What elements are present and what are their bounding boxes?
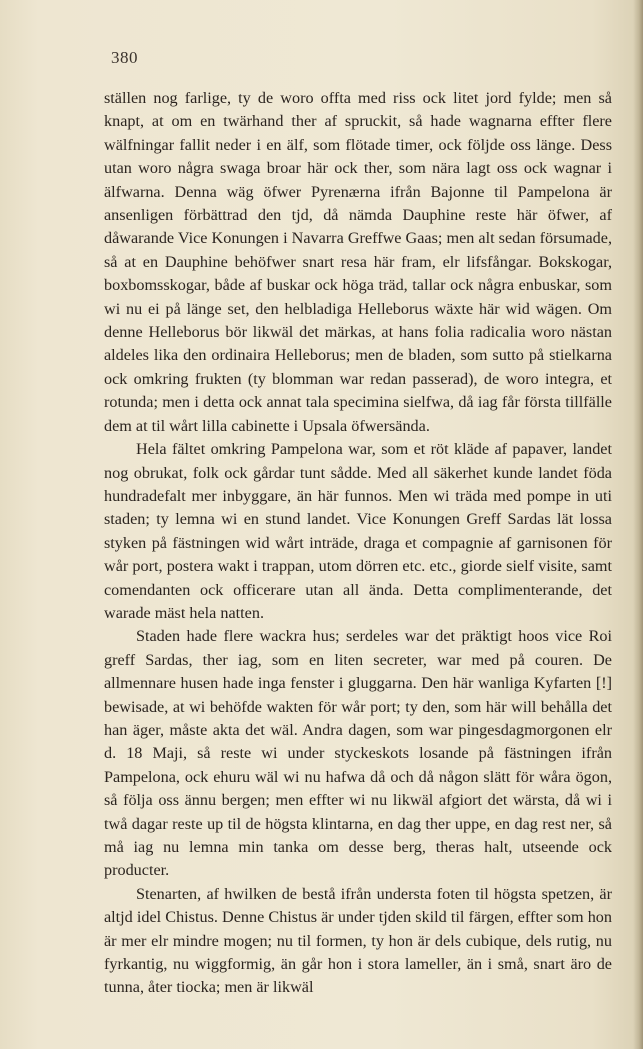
paragraph: Staden hade flere wackra hus; serdeles war det präktigt hoos vice Roi greff Sardas, ther iag, som en liten secreter, war med på couren. De allmennare husen hade inga fenster i gluggarna. Den här wanliga Kyfarten [!] bewisade, at wi behöfde wakten för wår port; ty den, som här will behålla det han äger, måste akta det wäl. Andra dagen, som war pingesdagmorgonen elr d. 18 Maji, så reste wi under styckeskots losande på fästningen ifrån Pampelona, ock ehuru wäl wi nu hafwa då och då någon slätt för wåra ögon, så följa oss ännu bergen; men effter wi nu likwäl afgiort det wärsta, då wi i twå dagar reste up til de högsta klintarna, en dag ther uppe, en dag rest ner, så må iag nu lemna min tanka om desse berg, theras halt, utseende ock producter. [104, 627, 612, 880]
paragraph: ställen nog farlige, ty de woro offta med riss ock litet jord fylde; men så knapt, at om en twärhand ther af spruckit, så hade wagnarna effter flere wälfningar fallit neder i en älf, som flötade timer, ock följde oss länge. Dess utan woro några swaga broar här ock ther, som nära lagt oss ock wagnar i älfwarna. Denna wäg öfwer Pyrenærna ifrån Bajonne til Pampelona är ansenligen förbättrad den tjd, då nämda Dauphine reste här öfwer, af dåwarande Vice Konungen i Navarra Greffwe Gaas; men alt sedan försumade, så at en Dauphine behöfwer snart resa här fram, elr lifsfångar. Bokskogar, boxbomsskogar, både af buskar ock höga träd, tallar ock några enbuskar, som wi nu ei på länge set, den helbladiga Helleborus wäxte här wid wägen. Om denne Helleborus bör likwäl det märkas, at hans folia radicalia woro nästan aldeles lika den ordinaira Helleborus; men de bladen, som sutto på stielkarna ock omkring frukten (ty blomman war redan passerad), de woro integra, et rotunda; men i detta ock annat tala specimina sielfwa, då iag får första tillfälle dem at til wårt lilla cabinette i Upsala öfwersända. [104, 89, 612, 435]
paragraph: Stenarten, af hwilken de bestå ifrån understa foten til högsta spetzen, är altjd idel Chistus. Denne Chistus är under tjden skild til färgen, effter som hon är mer elr mindre mogen; nu til formen, ty hon är dels cubique, dels rutig, nu fyrkantig, nu wiggformig, än går hon i stora lameller, än i små, snart äro de tunna, åter tiocka; men är likwäl [104, 884, 612, 997]
paragraph: Hela fältet omkring Pampelona war, som et röt kläde af papaver, landet nog obrukat, folk ock gårdar tunt sådde. Med all säkerhet kunde landet föda hundradefalt mer inbyggare, än här funnos. Men wi träda med pompe in uti staden; ty lemna wi en stund landet. Vice Konungen Greff Sardas lät lossa styken på fästningen wid wårt inträde, draga et compagnie af garnisonen för wår port, postera wakt i trappan, utom dörren etc. etc., giorde sielf visite, samt comendanten ock officerare utan all ända. Detta complimenterande, det warade mäst hela natten. [104, 440, 612, 622]
page-edge-shadow [633, 0, 643, 1049]
page-number: 380 [111, 48, 138, 67]
body-text [104, 87, 612, 1000]
